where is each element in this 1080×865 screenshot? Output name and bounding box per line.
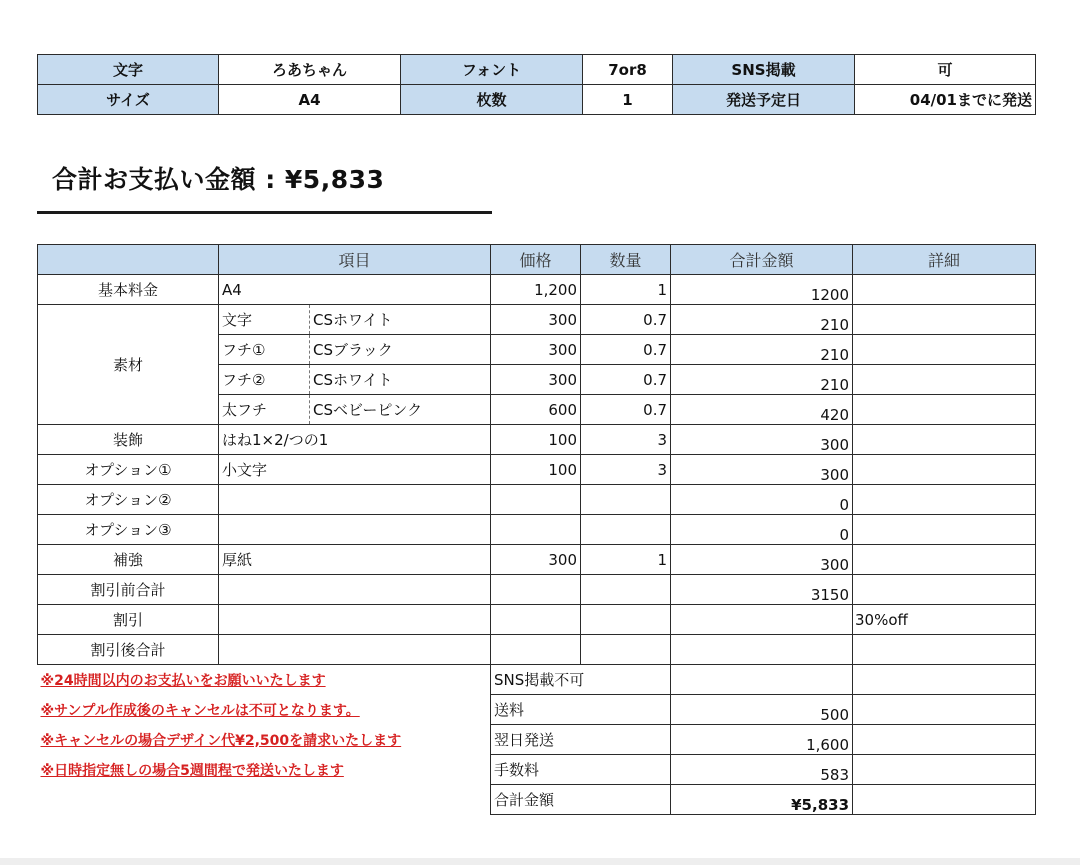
base-fee-price: 1,200 [491,275,581,305]
subtotal-qty [581,575,671,605]
shipping-amount: 500 [671,695,853,725]
header-item: 項目 [219,245,491,275]
option1-label: オプション① [38,455,219,485]
material-qty: 0.7 [581,395,671,425]
option1-price: 100 [491,455,581,485]
option1-amount: 300 [671,455,853,485]
subtotal-detail [853,575,1036,605]
base-fee-amount: 1200 [671,275,853,305]
table-row [38,515,1036,545]
order-info-table [37,54,1036,115]
summary-row [38,785,1036,815]
sns-not-allowed-amount [671,665,853,695]
option3-qty [581,515,671,545]
discount-qty [581,605,671,635]
table-row [38,305,1036,335]
decoration-qty: 3 [581,425,671,455]
option3-amount: 0 [671,515,853,545]
table-row [38,545,1036,575]
material-qty: 0.7 [581,305,671,335]
base-fee-detail [853,275,1036,305]
ship-date-label: 発送予定日 [673,85,855,115]
subtotal-price [491,575,581,605]
express-amount: 1,600 [671,725,853,755]
after-discount-qty [581,635,671,665]
table-row [38,455,1036,485]
grand-total-detail [853,785,1036,815]
discount-detail: 30%off [853,605,1036,635]
header-price: 価格 [491,245,581,275]
option1-qty: 3 [581,455,671,485]
info-row-2 [38,85,1036,115]
material-part: 文字 [219,305,310,335]
decoration-amount: 300 [671,425,853,455]
font-value: 7or8 [583,55,673,85]
page-bottom-strip [0,858,1080,865]
option3-label: オプション③ [38,515,219,545]
shipping-label: 送料 [491,695,671,725]
sns-not-allowed-label: SNS掲載不可 [491,665,671,695]
table-row [38,605,1036,635]
header-qty: 数量 [581,245,671,275]
option2-qty [581,485,671,515]
base-fee-qty: 1 [581,275,671,305]
reinforce-label: 補強 [38,545,219,575]
material-qty: 0.7 [581,365,671,395]
table-row [38,425,1036,455]
table-row [38,485,1036,515]
base-fee-label: 基本料金 [38,275,219,305]
material-part: フチ② [219,365,310,395]
material-price: 300 [491,335,581,365]
option3-item [219,515,491,545]
reinforce-detail [853,545,1036,575]
subtotal-label: 割引前合計 [38,575,219,605]
reinforce-item: 厚紙 [219,545,491,575]
option3-price [491,515,581,545]
grand-total-amount: ¥5,833 [671,785,853,815]
discount-label: 割引 [38,605,219,635]
subtotal-amount: 3150 [671,575,853,605]
shipping-detail [853,695,1036,725]
ship-date-value: 04/01までに発送 [855,85,1036,115]
option2-amount: 0 [671,485,853,515]
reinforce-qty: 1 [581,545,671,575]
fee-amount: 583 [671,755,853,785]
material-spec: CSホワイト [310,305,491,335]
material-spec: CSホワイト [310,365,491,395]
after-discount-item [219,635,491,665]
material-amount: 210 [671,335,853,365]
material-amount: 210 [671,305,853,335]
subtotal-item [219,575,491,605]
express-detail [853,725,1036,755]
count-label: 枚数 [401,85,583,115]
material-amount: 420 [671,395,853,425]
sns-label: SNS掲載 [673,55,855,85]
note-blank [38,785,491,815]
material-price: 300 [491,365,581,395]
table-header-row [38,245,1036,275]
material-detail [853,335,1036,365]
fee-label: 手数料 [491,755,671,785]
fee-detail [853,755,1036,785]
table-row [38,635,1036,665]
material-label: 素材 [38,305,219,425]
summary-row [38,725,1036,755]
total-payment-heading: 合計お支払い金額 : ¥5,833 [52,165,385,194]
summary-row [38,755,1036,785]
material-price: 600 [491,395,581,425]
material-part: 太フチ [219,395,310,425]
discount-price [491,605,581,635]
info-row-1 [38,55,1036,85]
base-fee-item: A4 [219,275,491,305]
after-discount-detail [853,635,1036,665]
text-label: 文字 [38,55,219,85]
material-amount: 210 [671,365,853,395]
header-blank [38,245,219,275]
header-detail: 詳細 [853,245,1036,275]
after-discount-price [491,635,581,665]
count-value: 1 [583,85,673,115]
heading-underline [37,211,492,214]
size-label: サイズ [38,85,219,115]
text-value: ろあちゃん [219,55,401,85]
size-value: A4 [219,85,401,115]
table-row [38,575,1036,605]
note-item: ※24時間以内のお支払いをお願いいたします [40,672,326,689]
note-item: ※サンプル作成後のキャンセルは不可となります。 [40,702,360,719]
decoration-label: 装飾 [38,425,219,455]
sns-not-allowed-detail [853,665,1036,695]
material-detail [853,365,1036,395]
reinforce-amount: 300 [671,545,853,575]
option3-detail [853,515,1036,545]
express-label: 翌日発送 [491,725,671,755]
decoration-item: はね1×2/つの1 [219,425,491,455]
option2-label: オプション② [38,485,219,515]
option1-detail [853,455,1036,485]
discount-item [219,605,491,635]
header-total: 合計金額 [671,245,853,275]
price-breakdown-table [37,244,1036,815]
material-detail [853,305,1036,335]
option1-item: 小文字 [219,455,491,485]
material-spec: CSブラック [310,335,491,365]
note-item: ※キャンセルの場合デザイン代¥2,500を請求いたします [40,732,402,749]
material-spec: CSベビーピンク [310,395,491,425]
decoration-detail [853,425,1036,455]
option2-item [219,485,491,515]
decoration-price: 100 [491,425,581,455]
summary-row [38,665,1036,695]
option2-price [491,485,581,515]
material-qty: 0.7 [581,335,671,365]
summary-row [38,695,1036,725]
table-row [38,275,1036,305]
font-label: フォント [401,55,583,85]
material-detail [853,395,1036,425]
option2-detail [853,485,1036,515]
note-item: ※日時指定無しの場合5週間程で発送いたします [40,762,344,779]
discount-amount [671,605,853,635]
material-part: フチ① [219,335,310,365]
after-discount-label: 割引後合計 [38,635,219,665]
material-price: 300 [491,305,581,335]
grand-total-label: 合計金額 [491,785,671,815]
after-discount-amount [671,635,853,665]
sns-value: 可 [855,55,1036,85]
reinforce-price: 300 [491,545,581,575]
